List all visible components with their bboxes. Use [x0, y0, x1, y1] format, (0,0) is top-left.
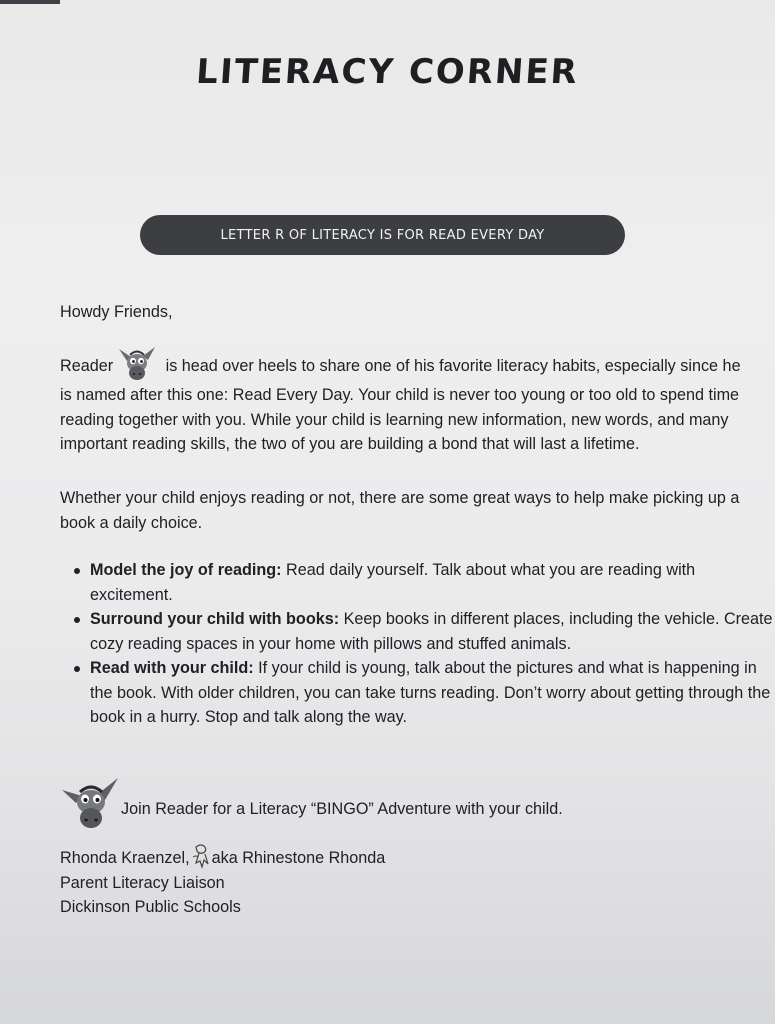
tip-text: Read daily yourself. Talk about what you are reading with excitement.: [90, 561, 696, 604]
signature-block: [60, 843, 750, 920]
bingo-invite: Join Reader for a Literacy “BINGO” Adventure with your child.: [121, 800, 563, 818]
signature-name-line: [60, 843, 750, 871]
signer-name: Rhonda Kraenzel,: [60, 849, 190, 867]
intro-paragraph: [60, 343, 750, 457]
reader-lead: Reader: [60, 357, 114, 375]
greeting: Howdy Friends,: [60, 303, 173, 321]
list-item: [90, 607, 775, 656]
banner-text: LETTER R OF LITERACY IS FOR READ EVERY DAY: [220, 227, 545, 243]
donkey-mascot-icon: [115, 343, 159, 383]
list-item: [90, 558, 775, 607]
tip-text: If your child is young, talk about the pictures and what is happening in the book. With older children, you can take turns reading. Don’t worry about getting through the book in a hurry. Stop and talk along the way.: [90, 659, 771, 726]
intro-body: is head over heels to share one of his favorite literacy habits, especially since he is named after this one: Read Every Day. Your child is never too young or too old to spend time reading together with you. While your child is learning new information, new words, and many important reading skills, the two of you are building a bond that will last a lifetime.: [60, 357, 741, 453]
topic-banner: [140, 215, 625, 255]
tips-list: [60, 558, 775, 730]
signer-role: Parent Literacy Liaison: [60, 873, 225, 892]
tip-heading: Model the joy of reading:: [90, 561, 282, 579]
list-item: [90, 656, 775, 730]
signer-org: Dickinson Public Schools: [60, 898, 241, 916]
tip-heading: Surround your child with books:: [90, 610, 340, 628]
ways-paragraph: Whether your child enjoys reading or not, there are some great ways to help make picking up a book a daily choice.: [60, 489, 740, 532]
sketch-character-icon: [190, 843, 212, 869]
signer-aka: aka Rhinestone Rhonda: [211, 849, 386, 867]
tip-heading: Read with your child:: [90, 659, 254, 677]
page-title: LITERACY CORNER: [194, 52, 581, 92]
desk-edge: [0, 0, 60, 4]
donkey-mascot-icon: [60, 770, 120, 832]
tip-text: Keep books in different places, including the vehicle. Create cozy reading spaces in your home with pillows and stuffed animals.: [90, 610, 773, 653]
